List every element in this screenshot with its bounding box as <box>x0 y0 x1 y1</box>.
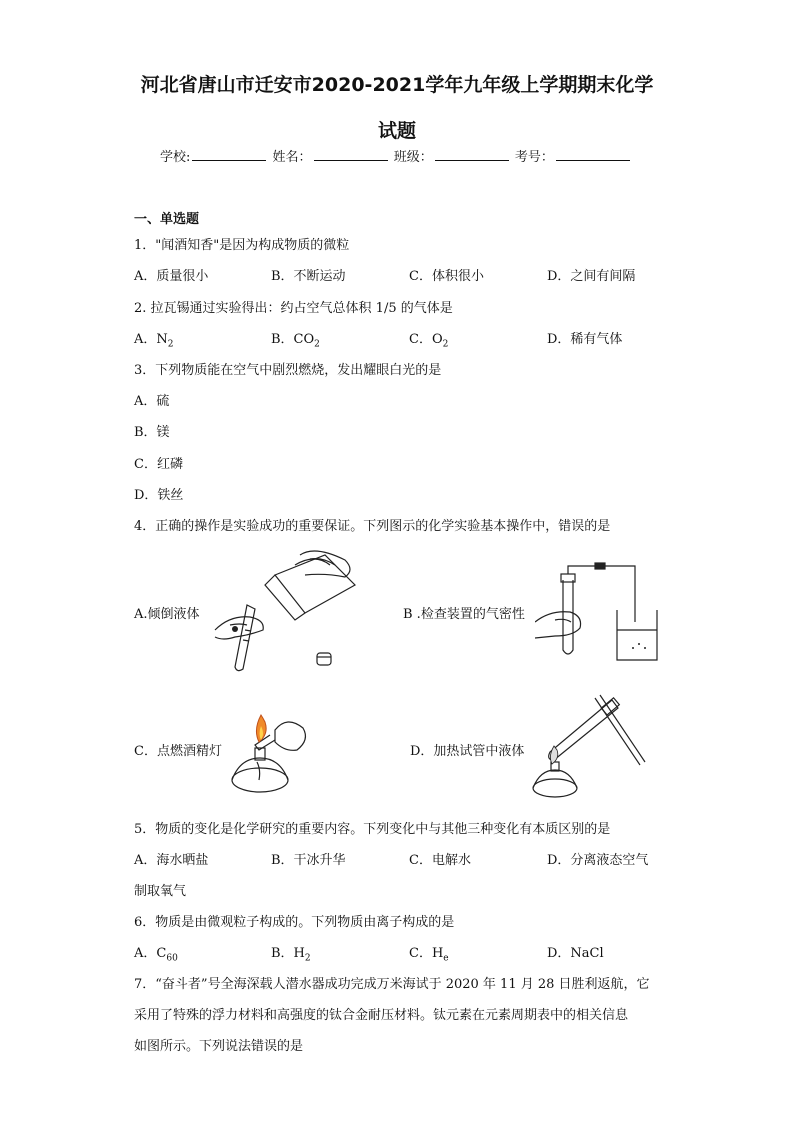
q5-option-d[interactable]: D．分离液态空气 <box>547 853 649 868</box>
q6-option-a[interactable]: A．$C_{60}$ <box>134 946 178 964</box>
student-info-row <box>160 146 632 165</box>
q5-option-d-cont: 制取氧气 <box>134 884 187 899</box>
q3-option-d[interactable]: D．铁丝 <box>134 488 184 503</box>
question-2-stem: 2. 拉瓦锡通过实验得出：约占空气总体积 1/5 的气体是 <box>134 301 453 316</box>
question-4-stem: 4．正确的操作是实验成功的重要保证。下列图示的化学实验基本操作中，错误的是 <box>134 519 611 534</box>
q4-option-b[interactable]: B .检查装置的气密性 <box>403 607 525 622</box>
q1-option-a[interactable]: A．质量很小 <box>134 269 209 284</box>
q5-option-b[interactable]: B．干冰升华 <box>271 853 346 868</box>
school-field[interactable] <box>192 148 266 161</box>
question-5-stem: 5．物质的变化是化学研究的重要内容。下列变化中与其他三种变化有本质区别的是 <box>134 822 611 837</box>
question-6-stem: 6．物质是由微观粒子构成的。下列物质由离子构成的是 <box>134 915 455 930</box>
q3-option-c[interactable]: C．红磷 <box>134 457 183 472</box>
q1-option-c[interactable]: C．体积很小 <box>409 269 484 284</box>
name-label: 姓名： <box>272 150 312 165</box>
airtightness-check-figure <box>535 560 675 665</box>
q6-option-d[interactable]: D．NaCl <box>547 946 604 961</box>
q3-option-a[interactable]: A．硫 <box>134 394 170 409</box>
q1-option-d[interactable]: D．之间有间隔 <box>547 269 636 284</box>
q4-option-d[interactable]: D．加热试管中液体 <box>410 744 525 759</box>
question-3-stem: 3．下列物质能在空气中剧烈燃烧，发出耀眼白光的是 <box>134 363 442 378</box>
class-label: 班级： <box>393 150 433 165</box>
q4-option-a[interactable]: A.倾倒液体 <box>134 607 200 622</box>
question-1-stem: 1．"闻酒知香"是因为构成物质的微粒 <box>134 238 350 253</box>
q2-option-a[interactable]: A．$N_2$ <box>134 332 174 350</box>
q2-option-d[interactable]: D．稀有气体 <box>547 332 623 347</box>
q5-option-c[interactable]: C．电解水 <box>409 853 471 868</box>
q6-option-b[interactable]: B．$H_2$ <box>271 946 311 964</box>
question-7-line-3: 如图所示。下列说法错误的是 <box>134 1039 304 1054</box>
name-field[interactable] <box>314 148 388 161</box>
q2-option-c[interactable]: C．$O_2$ <box>409 332 449 350</box>
exam-no-label: 考号： <box>514 150 554 165</box>
page-title: 河北省唐山市迁安市2020-2021学年九年级上学期期末化学 <box>140 74 654 96</box>
class-field[interactable] <box>435 148 509 161</box>
q3-option-b[interactable]: B．镁 <box>134 425 170 440</box>
school-label: 学校: <box>160 150 191 165</box>
page-title-cont: 试题 <box>377 120 416 142</box>
q4-option-c[interactable]: C．点燃酒精灯 <box>134 744 222 759</box>
heating-test-tube-figure <box>530 690 650 800</box>
exam-no-field[interactable] <box>556 148 630 161</box>
question-7-line-1: 7．“奋斗者”号全海深载人潜水器成功完成万米海试于 2020 年 11 月 28 日胜利返航，它 <box>134 977 650 992</box>
section-title: 一、单选题 <box>134 212 200 227</box>
question-7-line-2: 采用了特殊的浮力材料和高强度的钛合金耐压材料。钛元素在元素周期表中的相关信息 <box>134 1008 629 1023</box>
lighting-alcohol-lamp-figure <box>225 700 315 795</box>
q6-option-c[interactable]: C．$H_e$ <box>409 946 449 964</box>
q5-option-a[interactable]: A．海水晒盐 <box>134 853 209 868</box>
pouring-liquid-figure <box>205 545 365 675</box>
q2-option-b[interactable]: B．$CO_2$ <box>271 332 320 350</box>
q1-option-b[interactable]: B．不断运动 <box>271 269 346 284</box>
